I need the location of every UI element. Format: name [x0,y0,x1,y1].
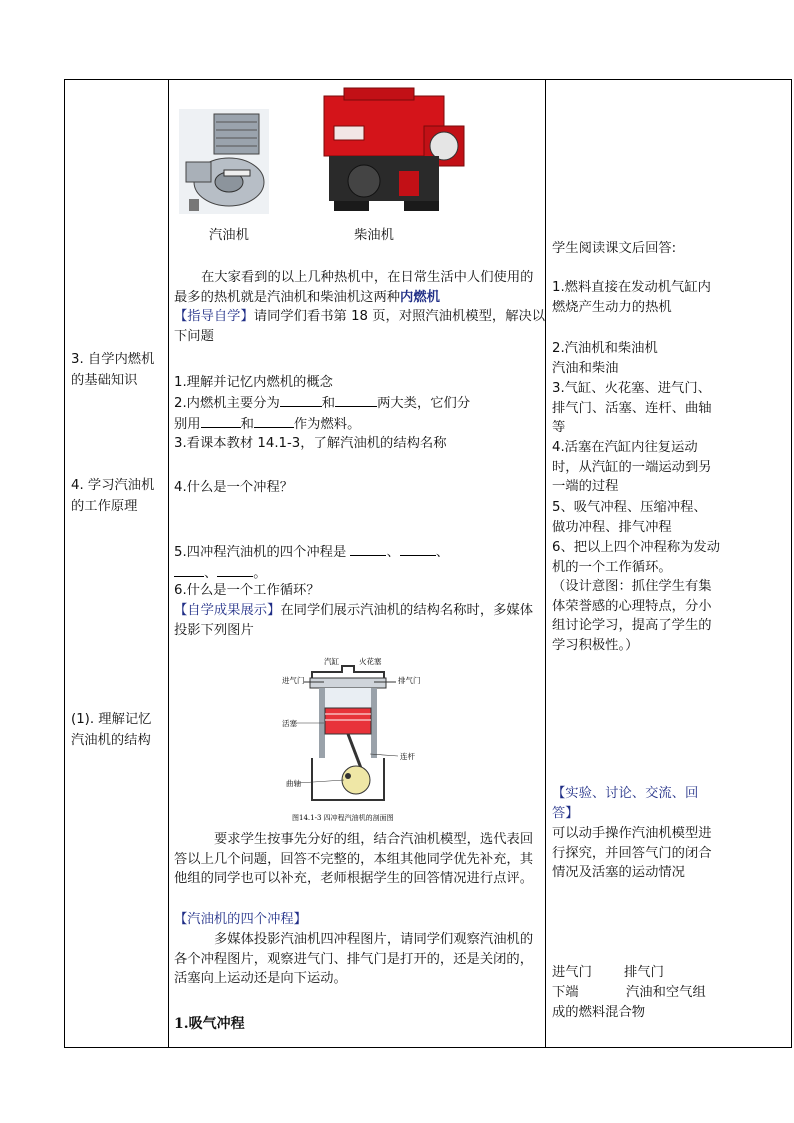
group-paragraph: 要求学生按事先分好的组，结合汽油机模型，选代表回答以上几个问题，回答不完整的，本组其他同学优先补充，其他组的同学也可以补充，老师根据学生的回答情况进行点评。 [174,832,534,886]
four-strokes-tag: 【汽油机的四个冲程】 [174,912,307,927]
answer-2b: 汽油和柴油 [552,361,619,376]
experiment-tag: 【实验、讨论、交流、回答】 [552,786,699,821]
diagram-label-exhaust-valve: 排气门 [398,676,421,685]
right-lead: 学生阅读课文后回答: [552,241,677,256]
answer-blank[interactable] [174,563,204,577]
question-6: 6.什么是一个工作循环？ [174,583,320,598]
step-3-label: 3. 自学内燃机的基础知识 [71,352,155,388]
diagram-label-spark-plug: 火花塞 [359,657,382,666]
answer-blank[interactable] [280,393,322,407]
answer-5: 5、吸气冲程、压缩冲程、做功冲程、排气冲程 [552,500,707,535]
diagram-label-crankshaft: 曲轴 [286,779,301,788]
diesel-engine-caption: 柴油机 [354,228,394,243]
diagram-label-cylinder: 汽缸 [324,657,339,666]
answer-blank[interactable] [254,414,294,428]
answer-6: 6、把以上四个冲程称为发动机的一个工作循环。 [552,540,721,575]
intro-highlight: 内燃机 [400,289,440,305]
answer-1: 1.燃料直接在发动机气缸内燃烧产生动力的热机 [552,280,711,315]
middle-column [174,80,546,1047]
question-2: 2.内燃机主要分为 和 两大类，它们分 别用 和 作为燃料。 [174,393,546,434]
show-tag: 【自学成果展示】 [174,603,281,618]
step-4-label: 4. 学习汽油机的工作原理 [71,478,155,514]
four-strokes-paragraph: 多媒体投影汽油机四冲程图片，请同学们观察汽油机的各个冲程图片，观察进气门、排气门是打开的，还是关闭的，活塞向上运动还是向下运动。 [174,932,534,986]
left-column [71,80,163,1047]
question-4: 4.什么是一个冲程？ [174,480,294,495]
lesson-table [64,79,792,1048]
show-text: 在同学们展示汽油机的结构名称时，多媒体投影下列图片 [174,603,534,638]
answer-blank[interactable] [400,542,436,556]
guide-text: 请同学们看书第 18 页，对照汽油机模型，解决以下问题 [174,309,546,344]
guide-paragraph [174,307,546,346]
gasoline-engine-photo [174,104,274,219]
answer-blank[interactable] [217,563,253,577]
answer-blank[interactable] [335,393,377,407]
guide-tag: 【指导自学】 [174,309,254,324]
intro-paragraph [174,268,546,307]
question-3: 3.看课本教材 14.1-3，了解汽油机的结构名称 [174,436,447,451]
diagram-label-connecting-rod: 连杆 [400,752,415,761]
answer-exhaust-valve: 排气门 [624,965,664,980]
answer-intake-valve: 进气门 [552,965,592,980]
diagram-label-piston: 活塞 [282,719,297,728]
diagram-label-intake-valve: 进气门 [282,676,305,685]
intro-text: 在大家看到的以上几种热机中，在日常生活中人们使用的最多的热机就是汽油机和柴油机这两种 [174,270,534,305]
experiment-text: 可以动手操作汽油机模型进行探究，并回答气门的闭合情况及活塞的运动情况 [552,826,712,880]
answer-bottom: 下端 [552,985,579,1000]
answer-2: 2.汽油机和柴油机 [552,341,658,356]
answer-fuel-mixture: 汽油和空气组成的燃料混合物 [552,985,706,1020]
engine-cross-section-diagram [274,650,434,826]
show-paragraph [174,601,546,640]
gasoline-engine-caption: 汽油机 [209,228,249,243]
answer-3: 3.气缸、火花塞、进气门、排气门、活塞、连杆、曲轴等 [552,381,712,435]
diagram-caption: 图14.1-3 四冲程汽油机的剖面图 [292,814,394,822]
diesel-engine-photo [314,86,474,221]
right-column [552,80,790,1047]
answer-blank[interactable] [350,542,386,556]
design-intent: （设计意图：抓住学生有集体荣誉感的心理特点，分小组讨论学习，提高了学生的学习积极性。） [552,579,712,653]
question-5: 5.四冲程汽油机的四个冲程是 、 、 、 。 [174,542,546,583]
intake-stroke-heading: 1.吸气冲程 [174,1016,245,1032]
question-1: 1.理解并记忆内燃机的概念 [174,375,333,390]
column-divider [168,80,169,1047]
answer-blank[interactable] [201,414,241,428]
answer-4: 4.活塞在汽缸内往复运动时，从汽缸的一端运动到另一端的过程 [552,440,712,494]
step-4-1-label: (1). 理解记忆汽油机的结构 [71,712,152,748]
